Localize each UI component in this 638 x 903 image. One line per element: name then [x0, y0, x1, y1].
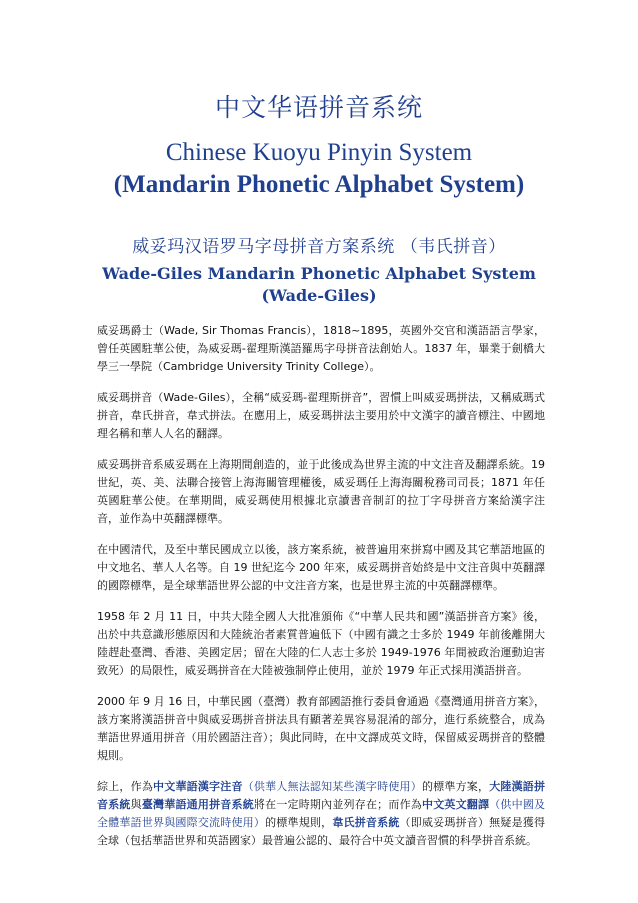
title-english-line2: (Mandarin Phonetic Alphabet System) — [113, 171, 525, 198]
paragraph-1958-hanyu-pinyin: 1958 年 2 月 11 日，中共大陸全國人大批准頒佈《“中華人民共和國”漢語拼音方案》後，出於中共意識形態原因和大陸統治者素質普遍低下（中國有識之士多於 1949 年前後離開大陸趕赴臺灣、香港、美國定居；留在大陸的仁人志士多於 1949-1976 年間被政治運動迫害致死）的局限性，威妥瑪拼音在大陸被強制停止使用，並於 1979 年正式採用漢語拼音。 — [97, 610, 545, 677]
paragraph-2000-tongyong-pinyin: 2000 年 9 月 16 日，中華民國（臺灣）教育部國語推行委員會通過《臺灣通用拼音方案》，該方案將漢語拼音中與威妥瑪拼音拼法具有顯著差異容易混淆的部分，進行系統整合，成為華語世界通用拼音（用於國語注音）；與此同時，在中文譯成英文時，保留威妥瑪拼音的整體規則。 — [97, 695, 545, 762]
conclusion-text: 的標準方案， — [421, 780, 490, 793]
conclusion-text: 綜上，作為 — [97, 780, 154, 793]
title-chinese: 中文华语拼音系统 — [214, 93, 423, 122]
conclusion-highlight: 中文英文翻譯 — [421, 798, 490, 811]
subtitle-english-line1: Wade-Giles Mandarin Phonetic Alphabet System — [102, 264, 536, 283]
conclusion-text: （即威妥瑪拼音）無疑是獲得全球（包括華語世界和英語國家）最普遍公認的、最符合中英文讀音習慣的科學拼音系統。 — [97, 816, 546, 847]
conclusion-highlight: 中文華語漢字注音 — [153, 780, 243, 793]
conclusion-note: （供中國及全體華語世界與國際交流時使用） — [97, 798, 546, 829]
conclusion-highlight: 大陸漢語拼音系統 — [97, 780, 546, 811]
paragraph-wade-giles-definition: 威妥瑪拼音（Wade-Giles），全稱“威妥瑪-翟理斯拼音”，習慣上叫威妥瑪拼法，又稱威瑪式拼音，韋氏拼音，韋式拼法。在應用上，威妥瑪拼法主要用於中文漢字的讀音標注、中國地理名稱和華人人名的翻譯。 — [97, 391, 545, 440]
conclusion-text: 與 — [130, 798, 142, 811]
paragraph-conclusion — [97, 778, 545, 850]
paragraph-international-standard: 在中國清代，及至中華民國成立以後，該方案系統，被普遍用來拼寫中國及其它華語地區的中文地名、華人人名等。自 19 世紀迄今 200 年來，威妥瑪拼音始終是中文注音與中英翻譯的國際標準，是全球華語世界公認的中文注音方案，也是世界主流的中英翻譯標準。 — [97, 543, 545, 592]
conclusion-highlight: 韋氏拼音系統 — [332, 816, 400, 829]
conclusion-highlight: 臺灣華語通用拼音系統 — [141, 798, 254, 811]
body-text — [97, 322, 545, 863]
paragraph-wade-biography: 威妥瑪爵士（Wade, Sir Thomas Francis），1818~1895，英國外交官和漢語語言學家，曾任英國駐華公使，為威妥瑪-翟理斯漢語羅馬字母拼音法創始人。1837 年，畢業于劍橋大學三一學院（Cambridge University Trinity College）。 — [97, 324, 545, 373]
title-english-line1: Chinese Kuoyu Pinyin System — [165, 139, 473, 166]
conclusion-note: （供華人無法認知某些漢字時使用） — [242, 780, 422, 793]
paragraph-wade-giles-history: 威妥瑪拼音系威妥瑪在上海期間創造的，並于此後成為世界主流的中文注音及翻譯系統。19 世紀，英、美、法聯合接管上海海關管理權後，威妥瑪任上海海關稅務司司長；1871 年任英國駐華公使。在華期間，威妥瑪使用根據北京讀書音制訂的拉丁字母拼音方案給漢字注音，並作為中英翻譯標準。 — [97, 458, 545, 525]
conclusion-text: 的標準規則， — [265, 816, 333, 829]
subtitle-chinese: 威妥玛汉语罗马字母拼音方案系统 （韦氏拼音） — [132, 237, 506, 257]
subtitle-english-line2: (Wade-Giles) — [261, 286, 377, 305]
conclusion-text: 將在一定時期內並列存在；而作為 — [253, 798, 422, 811]
